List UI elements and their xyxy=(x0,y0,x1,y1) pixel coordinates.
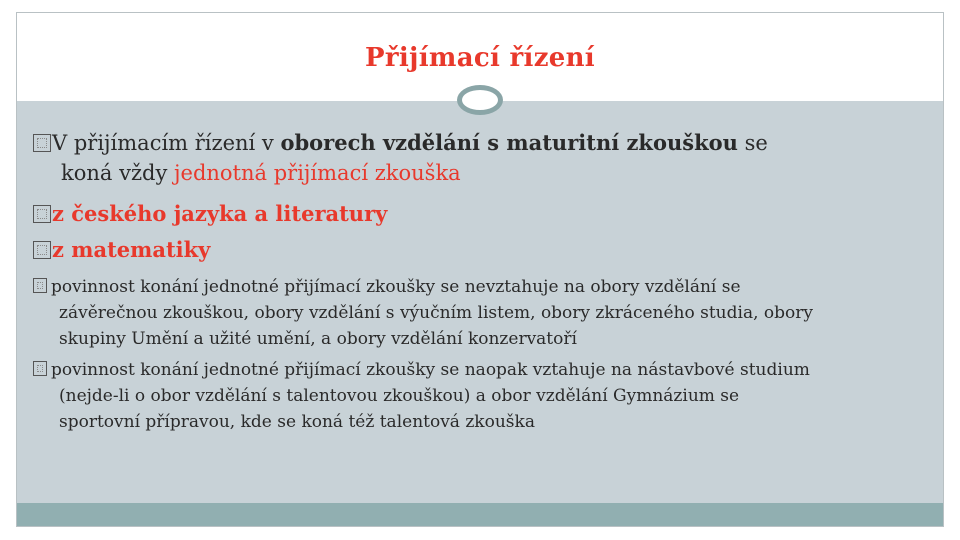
note-2 xyxy=(33,357,913,435)
note-1-line-2: závěrečnou zkouškou, obory vzdělání s výučním listem, obory zkráceného studia, obory xyxy=(59,303,813,323)
paragraph-1-line2-part2: jednotná přijímací zkouška xyxy=(174,161,461,185)
slide-content xyxy=(17,13,943,526)
note-2-line-3: sportovní přípravou, kde se koná též talentová zkouška xyxy=(59,412,535,432)
note-1-line-1 xyxy=(33,274,913,300)
paragraph-1-line-2 xyxy=(61,158,941,189)
bullet-2-text: z českého jazyka a literatury xyxy=(52,201,388,226)
note-2-line1-text: povinnost konání jednotné přijímací zkoušky se naopak vztahuje na nástavbové studium xyxy=(51,360,810,380)
slide xyxy=(16,12,944,527)
paragraph-1-part2: oborech vzdělání s maturitní zkouškou xyxy=(280,130,738,155)
note-1-line-3: skupiny Umění a užité umění, a obory vzdělání konzervatoří xyxy=(59,329,577,349)
note-1 xyxy=(33,274,913,352)
bullet-2 xyxy=(33,198,913,230)
bullet-3-text: z matematiky xyxy=(52,237,211,262)
paragraph-1-line2-part1: koná vždy xyxy=(61,161,174,185)
square-bullet-icon xyxy=(33,241,51,259)
note-2-line-1 xyxy=(33,357,913,383)
note-2-line-2: (nejde-li o obor vzdělání s talentovou zkouškou) a obor vzdělání Gymnázium se xyxy=(59,386,740,406)
square-bullet-icon xyxy=(33,278,47,293)
note-1-line1-text: povinnost konání jednotné přijímací zkoušky se nevztahuje na obory vzdělání se xyxy=(51,277,741,297)
square-bullet-icon xyxy=(33,361,47,376)
paragraph-1 xyxy=(33,127,933,159)
paragraph-1-part1: V přijímacím řízení v xyxy=(52,131,281,155)
paragraph-1-part3: se xyxy=(737,131,768,155)
bullet-3 xyxy=(33,234,913,266)
slide-title: Přijímací řízení xyxy=(365,43,595,73)
square-bullet-icon xyxy=(33,205,51,223)
square-bullet-icon xyxy=(33,134,51,152)
